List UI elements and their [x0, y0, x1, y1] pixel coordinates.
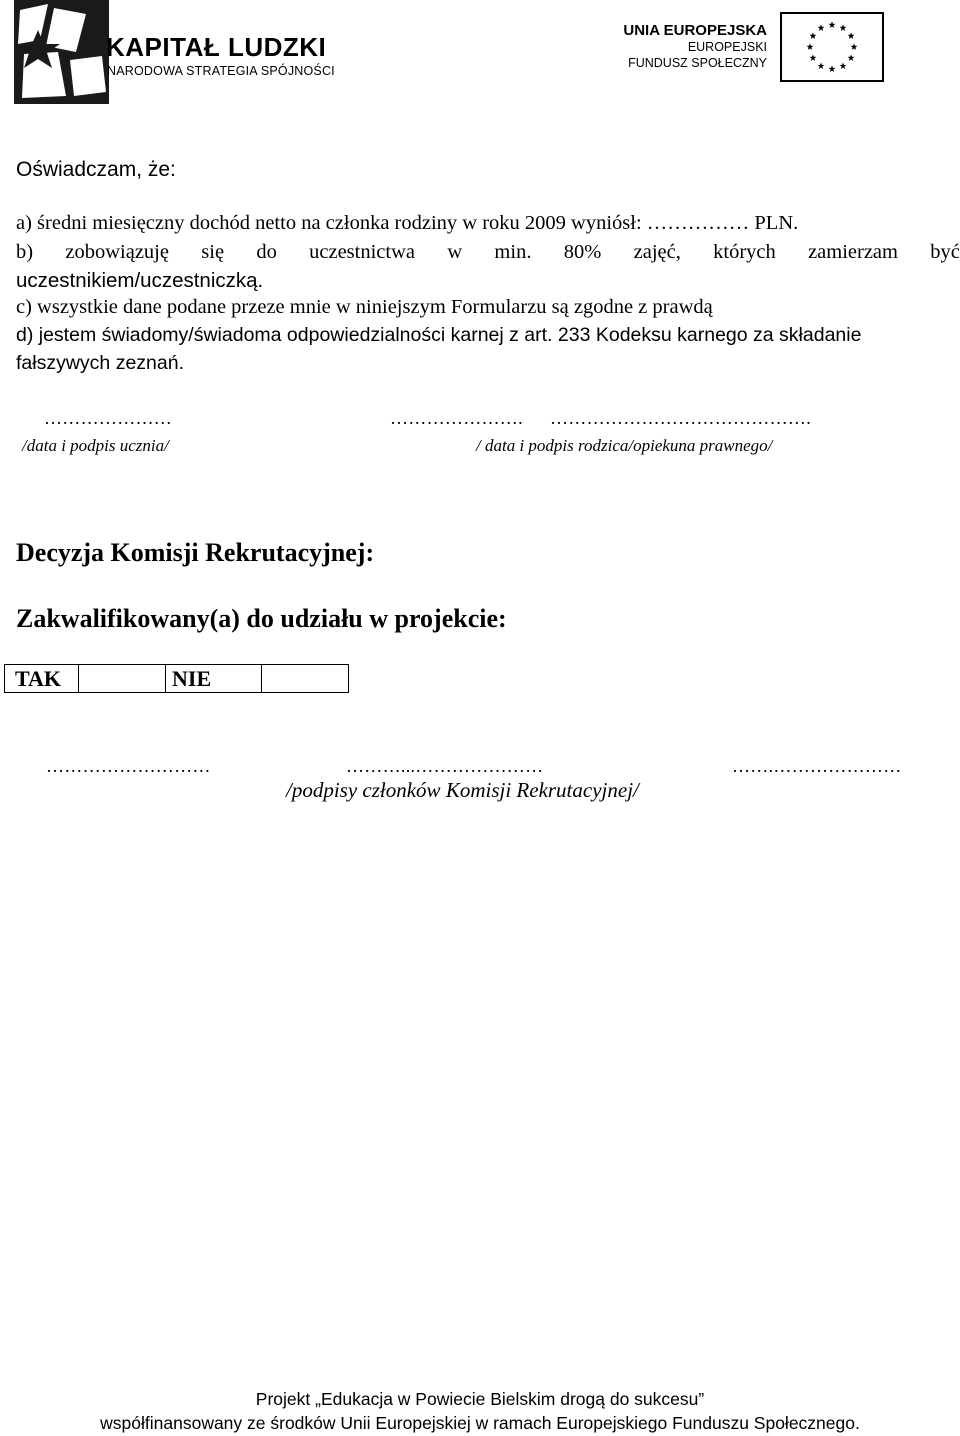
- point-b-word: być: [930, 241, 960, 263]
- commission-signature-label: /podpisy członków Komisji Rekrutacyjnej/: [286, 778, 639, 802]
- point-b-word: 80%: [563, 241, 602, 263]
- student-signature-line: …………………: [44, 408, 173, 428]
- commission-signature-line-3: …….…………………: [732, 756, 902, 776]
- commission-signature-line-1: ………………………: [46, 756, 211, 776]
- commission-signature-line-2: ………...…………………: [346, 756, 544, 776]
- point-b-word: zamierzam: [808, 241, 898, 263]
- parent-signature-line-b: …………………………………….: [550, 408, 811, 428]
- declaration-point-b-line1: [16, 241, 960, 264]
- decision-choice-table: [4, 664, 349, 693]
- qualified-heading: Zakwalifikowany(a) do udziału w projekcie:: [16, 604, 507, 633]
- point-b-word: w: [447, 241, 463, 263]
- point-b-word: b): [16, 241, 34, 263]
- parent-signature-label: / data i podpis rodzica/opiekuna prawnego/: [476, 436, 773, 455]
- kapital-ludzki-title: KAPITAŁ LUDZKI: [106, 32, 327, 62]
- point-b-word: do: [256, 241, 277, 263]
- point-b-word: zobowiązuję: [65, 241, 169, 263]
- yes-label: TAK: [5, 665, 79, 693]
- eu-subtitle-2: FUNDUSZ SPOŁECZNY: [628, 56, 767, 70]
- point-b-word: których: [713, 241, 776, 263]
- eu-subtitle-1: EUROPEJSKI: [687, 40, 767, 54]
- student-signature-label: /data i podpis ucznia/: [22, 436, 169, 455]
- decision-heading: Decyzja Komisji Rekrutacyjnej:: [16, 538, 375, 567]
- point-b-word: się: [201, 241, 225, 263]
- footer-funding-note: współfinansowany ze środków Unii Europejskiej w ramach Europejskiego Funduszu Społecznego.: [100, 1413, 860, 1433]
- declaration-point-c: c) wszystkie dane podane przeze mnie w niniejszym Formularzu są zgodne z prawdą: [16, 296, 713, 318]
- declaration-point-b-line2: uczestnikiem/uczestniczką.: [16, 269, 264, 292]
- no-label: NIE: [166, 665, 262, 693]
- yes-checkbox[interactable]: [79, 665, 166, 693]
- declaration-point-d-line2: fałszywych zeznań.: [16, 352, 184, 374]
- point-b-word: zajęć,: [633, 241, 681, 263]
- declaration-intro: Oświadczam, że:: [16, 158, 176, 181]
- declaration-point-a: a) średni miesięczny dochód netto na członka rodziny w roku 2009 wyniósł: …………… PLN.: [16, 212, 799, 234]
- footer-project-name: Projekt „Edukacja w Powiecie Bielskim drogą do sukcesu”: [255, 1389, 705, 1409]
- no-checkbox[interactable]: [262, 665, 349, 693]
- eu-flag-icon: [780, 12, 884, 82]
- point-b-word: min.: [494, 241, 532, 263]
- kapital-ludzki-subtitle: NARODOWA STRATEGIA SPÓJNOŚCI: [107, 64, 335, 78]
- parent-signature-line-a: ………………….: [390, 408, 523, 428]
- point-b-word: uczestnictwa: [309, 241, 416, 263]
- eu-title: UNIA EUROPEJSKA: [623, 22, 767, 39]
- declaration-point-d-line1: d) jestem świadomy/świadoma odpowiedzialności karnej z art. 233 Kodeksu karnego za składanie: [16, 324, 862, 346]
